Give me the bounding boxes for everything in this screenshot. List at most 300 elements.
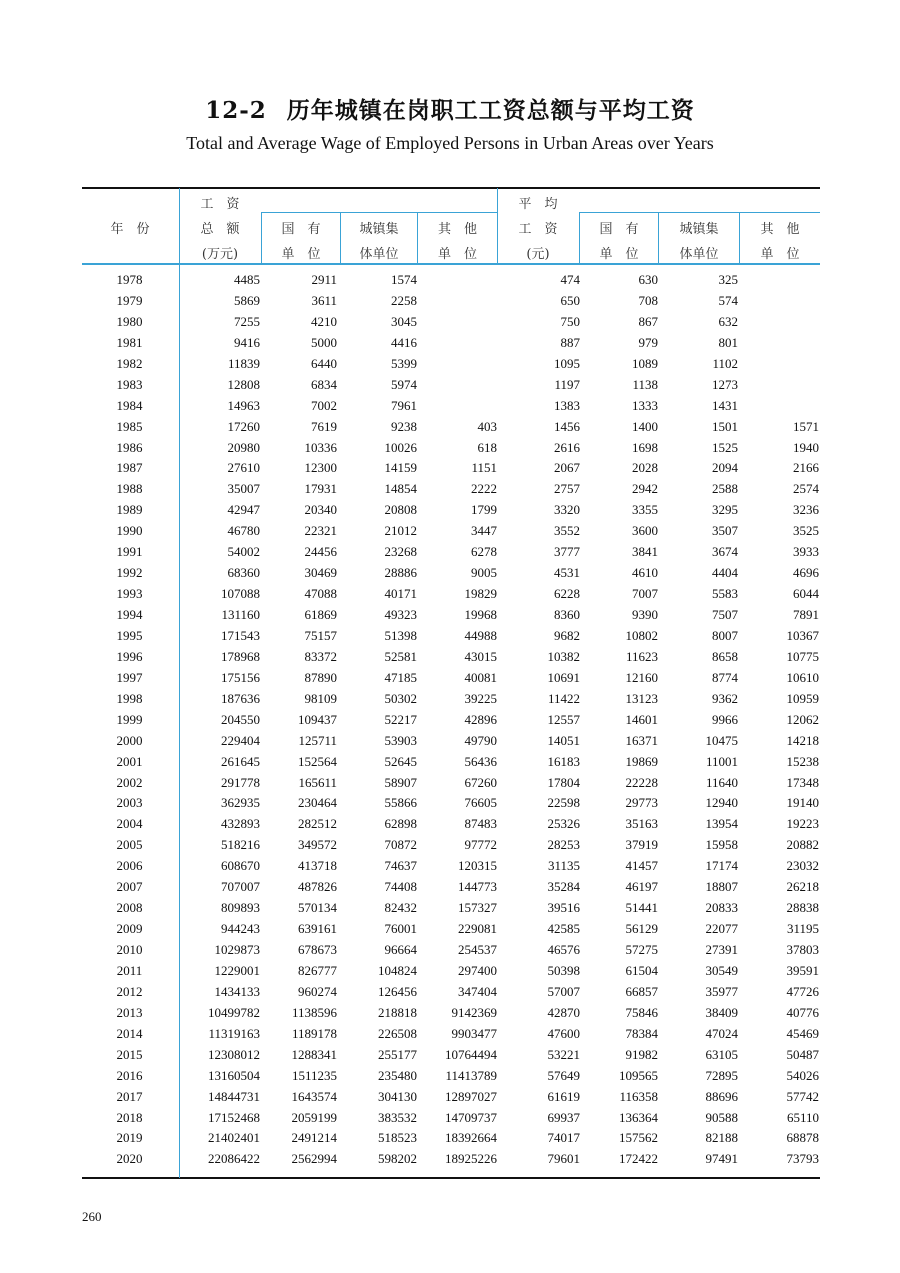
cell-total-wage: 21402401 — [208, 1130, 260, 1146]
cell-avg-urban-collective: 801 — [718, 334, 738, 350]
cell-avg-wage: 22598 — [547, 795, 580, 811]
cell-year: 1987 — [116, 460, 143, 476]
cell-avg-urban-collective: 17174 — [705, 858, 738, 874]
cell-urban-collective-wage: 47185 — [384, 669, 417, 685]
cell-total-wage: 707007 — [221, 879, 260, 895]
cell-urban-collective-wage: 5399 — [391, 355, 417, 371]
cell-total-wage: 13160504 — [208, 1067, 260, 1083]
cell-others-wage: 49790 — [464, 732, 497, 748]
cell-avg-wage: 11422 — [547, 690, 580, 706]
table-row — [82, 479, 820, 500]
cell-others-wage: 1799 — [471, 502, 497, 518]
cell-year: 2019 — [116, 1130, 143, 1146]
cell-state-owned-wage: 349572 — [298, 837, 337, 853]
cell-avg-urban-collective: 4404 — [712, 565, 738, 581]
cell-avg-state-owned: 56129 — [625, 921, 658, 937]
header-state-owned-1: 国 有 — [281, 222, 321, 237]
cell-year: 1996 — [116, 648, 143, 664]
cell-total-wage: 204550 — [221, 711, 260, 727]
cell-avg-state-owned: 35163 — [625, 816, 658, 832]
cell-avg-wage: 74017 — [547, 1130, 580, 1146]
cell-avg-others: 10775 — [786, 648, 819, 664]
cell-avg-wage: 53221 — [547, 1046, 580, 1062]
title-chinese: 历年城镇在岗职工工资总额与平均工资 — [286, 97, 695, 124]
cell-state-owned-wage: 17931 — [304, 481, 337, 497]
cell-avg-wage: 79601 — [547, 1151, 580, 1167]
subheader-rule-left — [261, 212, 497, 213]
cell-others-wage: 6278 — [471, 544, 497, 560]
header-avg-others-1: 其 他 — [760, 222, 800, 237]
cell-urban-collective-wage: 20808 — [384, 502, 417, 518]
table-row — [82, 542, 820, 563]
cell-urban-collective-wage: 96664 — [384, 942, 417, 957]
cell-year: 1983 — [116, 376, 143, 392]
table-row — [82, 961, 820, 982]
cell-avg-state-owned: 61504 — [625, 962, 658, 978]
table-row — [82, 647, 820, 668]
cell-avg-wage: 1095 — [554, 355, 580, 371]
cell-total-wage: 229404 — [221, 732, 260, 748]
cell-avg-others: 10959 — [786, 690, 819, 706]
cell-avg-others: 2166 — [793, 460, 819, 476]
cell-year: 1985 — [116, 418, 143, 434]
cell-avg-state-owned: 4610 — [632, 565, 658, 581]
cell-avg-others: 10610 — [786, 669, 819, 685]
cell-avg-wage: 12557 — [547, 711, 580, 727]
cell-year: 1999 — [116, 711, 143, 727]
cell-avg-state-owned: 1400 — [632, 418, 658, 434]
cell-avg-urban-collective: 7507 — [712, 607, 738, 622]
cell-year: 1980 — [116, 313, 143, 329]
cell-urban-collective-wage: 76001 — [384, 921, 417, 937]
cell-avg-urban-collective: 8658 — [712, 648, 738, 664]
cell-year: 2010 — [116, 942, 143, 957]
cell-avg-state-owned: 75846 — [625, 1004, 658, 1020]
table-row — [82, 919, 820, 940]
cell-avg-wage: 2616 — [554, 439, 580, 455]
cell-others-wage: 18925226 — [445, 1151, 497, 1167]
cell-avg-wage: 1456 — [554, 418, 580, 434]
cell-avg-state-owned: 708 — [638, 292, 658, 308]
cell-avg-others: 23032 — [786, 858, 819, 874]
table-row — [82, 1128, 820, 1149]
cell-avg-urban-collective: 47024 — [705, 1025, 738, 1041]
cell-avg-urban-collective: 11001 — [705, 753, 738, 769]
title-english: Total and Average Wage of Employed Persons in Urban Areas over Years — [186, 133, 714, 153]
cell-avg-wage: 57649 — [547, 1067, 580, 1083]
cell-total-wage: 42947 — [227, 502, 260, 518]
cell-state-owned-wage: 282512 — [298, 816, 337, 832]
cell-avg-wage: 8360 — [554, 607, 580, 622]
cell-state-owned-wage: 10336 — [304, 439, 337, 455]
table-row — [82, 898, 820, 919]
cell-avg-state-owned: 19869 — [625, 753, 658, 769]
cell-avg-others: 47726 — [786, 983, 819, 999]
cell-year: 1998 — [116, 690, 143, 706]
cell-year: 2006 — [116, 858, 143, 874]
page-number: 260 — [82, 1209, 102, 1224]
table-row — [82, 1066, 820, 1087]
cell-avg-state-owned: 46197 — [625, 879, 658, 895]
cell-urban-collective-wage: 74408 — [384, 879, 417, 895]
cell-year: 2005 — [116, 837, 143, 853]
cell-year: 1978 — [116, 272, 143, 287]
cell-avg-others: 39591 — [786, 962, 819, 978]
cell-avg-urban-collective: 1102 — [712, 355, 738, 371]
cell-urban-collective-wage: 14854 — [384, 481, 417, 497]
cell-others-wage: 9142369 — [451, 1004, 497, 1020]
cell-total-wage: 12808 — [227, 376, 260, 392]
cell-avg-state-owned: 11623 — [625, 648, 658, 664]
cell-year: 1986 — [116, 439, 143, 455]
cell-total-wage: 14844731 — [208, 1088, 260, 1104]
cell-avg-state-owned: 2028 — [632, 460, 658, 476]
cell-urban-collective-wage: 104824 — [378, 962, 417, 978]
cell-avg-state-owned: 116358 — [619, 1088, 658, 1104]
header-avg-wage-1: 平 均 — [518, 197, 558, 212]
cell-avg-wage: 750 — [560, 313, 580, 329]
cell-avg-state-owned: 78384 — [625, 1025, 658, 1041]
page-title — [0, 92, 900, 125]
cell-avg-urban-collective: 8007 — [712, 627, 738, 643]
header-state-owned-2: 单 位 — [281, 247, 321, 262]
cell-state-owned-wage: 1511235 — [291, 1067, 337, 1083]
cell-others-wage: 18392664 — [445, 1130, 497, 1146]
cell-total-wage: 131160 — [221, 607, 260, 622]
header-divider-d — [497, 188, 498, 263]
cell-avg-wage: 1197 — [554, 376, 580, 392]
cell-avg-urban-collective: 63105 — [705, 1046, 738, 1062]
cell-others-wage: 3447 — [471, 523, 497, 539]
cell-avg-state-owned: 1138 — [632, 376, 658, 392]
cell-avg-others: 20882 — [786, 837, 819, 853]
table-row — [82, 375, 820, 396]
cell-year: 1988 — [116, 481, 143, 497]
cell-avg-state-owned: 979 — [638, 334, 658, 350]
cell-year: 1979 — [116, 292, 143, 308]
header-total-wage-unit: (万元) — [201, 247, 239, 262]
cell-year: 1989 — [116, 502, 143, 518]
table-row — [82, 982, 820, 1003]
cell-avg-urban-collective: 97491 — [705, 1151, 738, 1167]
cell-avg-urban-collective: 8774 — [712, 669, 738, 685]
cell-total-wage: 68360 — [227, 565, 260, 581]
table-row — [82, 396, 820, 417]
cell-avg-others: 45469 — [786, 1025, 819, 1041]
table-row — [82, 563, 820, 584]
cell-total-wage: 107088 — [221, 586, 260, 602]
table-row — [82, 668, 820, 689]
cell-avg-others: 1571 — [793, 418, 819, 434]
cell-total-wage: 17152468 — [208, 1109, 260, 1125]
cell-total-wage: 17260 — [227, 418, 260, 434]
cell-urban-collective-wage: 23268 — [384, 544, 417, 560]
cell-avg-state-owned: 9390 — [632, 607, 658, 622]
cell-avg-urban-collective: 90588 — [705, 1109, 738, 1125]
header-avg-state-owned-1: 国 有 — [599, 222, 639, 237]
cell-others-wage: 97772 — [464, 837, 497, 853]
table-row — [82, 710, 820, 731]
cell-avg-wage: 14051 — [547, 732, 580, 748]
header-total-wage-2: 总 额 — [200, 222, 240, 237]
cell-avg-urban-collective: 20833 — [705, 900, 738, 916]
cell-avg-state-owned: 29773 — [625, 795, 658, 811]
table-row — [82, 689, 820, 710]
cell-avg-urban-collective: 2588 — [712, 481, 738, 497]
cell-others-wage: 297400 — [458, 962, 497, 978]
header-avg-urban-collective-1: 城镇集 — [679, 222, 719, 237]
cell-avg-wage: 2067 — [554, 460, 580, 476]
cell-urban-collective-wage: 70872 — [384, 837, 417, 853]
cell-avg-wage: 42870 — [547, 1004, 580, 1020]
subheader-rule-right — [579, 212, 820, 213]
cell-avg-wage: 25326 — [547, 816, 580, 832]
cell-avg-wage: 31135 — [547, 858, 580, 874]
cell-urban-collective-wage: 52217 — [384, 711, 417, 727]
cell-year: 2000 — [116, 732, 143, 748]
cell-year: 1981 — [116, 334, 143, 350]
cell-total-wage: 171543 — [221, 627, 260, 643]
cell-state-owned-wage: 152564 — [298, 753, 337, 769]
table-row — [82, 793, 820, 814]
cell-urban-collective-wage: 598202 — [378, 1151, 417, 1167]
cell-avg-wage: 6228 — [554, 586, 580, 602]
cell-others-wage: 347404 — [458, 983, 497, 999]
cell-others-wage: 42896 — [464, 711, 497, 727]
cell-urban-collective-wage: 9238 — [391, 418, 417, 434]
cell-avg-state-owned: 10802 — [625, 627, 658, 643]
cell-avg-urban-collective: 35977 — [705, 983, 738, 999]
cell-state-owned-wage: 75157 — [304, 627, 337, 643]
cell-total-wage: 1434133 — [214, 983, 260, 999]
cell-urban-collective-wage: 304130 — [378, 1088, 417, 1104]
cell-others-wage: 76605 — [464, 795, 497, 811]
header-avg-others-2: 单 位 — [760, 247, 800, 262]
cell-state-owned-wage: 826777 — [298, 962, 337, 978]
cell-state-owned-wage: 4210 — [311, 313, 337, 329]
cell-others-wage: 56436 — [464, 753, 497, 769]
cell-year: 2012 — [116, 983, 143, 999]
cell-avg-urban-collective: 13954 — [705, 816, 738, 832]
cell-avg-others: 3525 — [793, 523, 819, 539]
cell-avg-urban-collective: 2094 — [712, 460, 738, 476]
cell-year: 1997 — [116, 669, 143, 685]
cell-avg-others: 73793 — [786, 1151, 819, 1167]
cell-others-wage: 229081 — [458, 921, 497, 937]
header-avg-state-owned-2: 单 位 — [599, 247, 639, 262]
cell-avg-state-owned: 136364 — [619, 1109, 658, 1125]
cell-avg-state-owned: 14601 — [625, 711, 658, 727]
cell-year: 2020 — [116, 1151, 143, 1167]
cell-state-owned-wage: 2491214 — [291, 1130, 337, 1146]
cell-avg-state-owned: 91982 — [625, 1046, 658, 1062]
cell-avg-urban-collective: 11640 — [705, 774, 738, 790]
header-others-1: 其 他 — [437, 222, 477, 237]
cell-total-wage: 22086422 — [208, 1151, 260, 1167]
cell-avg-state-owned: 1089 — [632, 355, 658, 371]
table-row — [82, 1045, 820, 1066]
cell-state-owned-wage: 30469 — [304, 565, 337, 581]
cell-urban-collective-wage: 218818 — [378, 1004, 417, 1020]
cell-total-wage: 4485 — [234, 272, 260, 287]
cell-others-wage: 9903477 — [451, 1025, 497, 1041]
cell-avg-urban-collective: 22077 — [705, 921, 738, 937]
cell-urban-collective-wage: 51398 — [384, 627, 417, 643]
cell-avg-urban-collective: 1525 — [712, 439, 738, 455]
table-row — [82, 521, 820, 542]
cell-urban-collective-wage: 28886 — [384, 565, 417, 581]
cell-others-wage: 254537 — [458, 942, 497, 957]
cell-avg-others: 31195 — [786, 921, 819, 937]
cell-total-wage: 46780 — [227, 523, 260, 539]
cell-avg-urban-collective: 12940 — [705, 795, 738, 811]
cell-others-wage: 618 — [477, 439, 497, 455]
cell-year: 2001 — [116, 753, 143, 769]
cell-avg-wage: 28253 — [547, 837, 580, 853]
cell-avg-state-owned: 66857 — [625, 983, 658, 999]
table-row — [82, 354, 820, 375]
cell-others-wage: 157327 — [458, 900, 497, 916]
cell-year: 2007 — [116, 879, 143, 895]
cell-others-wage: 39225 — [464, 690, 497, 706]
cell-urban-collective-wage: 40171 — [384, 586, 417, 602]
cell-others-wage: 19968 — [464, 607, 497, 622]
cell-total-wage: 261645 — [221, 753, 260, 769]
header-bottom-rule — [82, 263, 820, 265]
cell-avg-urban-collective: 325 — [718, 272, 738, 287]
cell-avg-others: 26218 — [786, 879, 819, 895]
cell-avg-state-owned: 630 — [638, 272, 658, 287]
cell-urban-collective-wage: 49323 — [384, 607, 417, 622]
cell-avg-wage: 9682 — [554, 627, 580, 643]
cell-year: 2011 — [116, 962, 143, 978]
cell-total-wage: 10499782 — [208, 1004, 260, 1020]
cell-urban-collective-wage: 14159 — [384, 460, 417, 476]
cell-avg-state-owned: 16371 — [625, 732, 658, 748]
cell-avg-state-owned: 3600 — [632, 523, 658, 539]
cell-total-wage: 944243 — [221, 921, 260, 937]
table-row — [82, 626, 820, 647]
cell-total-wage: 7255 — [234, 313, 260, 329]
table-row — [82, 814, 820, 835]
cell-urban-collective-wage: 126456 — [378, 983, 417, 999]
cell-state-owned-wage: 6834 — [311, 376, 337, 392]
cell-avg-others: 17348 — [786, 774, 819, 790]
cell-avg-wage: 61619 — [547, 1088, 580, 1104]
cell-avg-others: 19140 — [786, 795, 819, 811]
cell-avg-others: 54026 — [786, 1067, 819, 1083]
cell-others-wage: 44988 — [464, 627, 497, 643]
cell-state-owned-wage: 125711 — [298, 732, 337, 748]
cell-avg-state-owned: 7007 — [632, 586, 658, 602]
header-urban-collective-1: 城镇集 — [359, 222, 399, 237]
cell-others-wage: 144773 — [458, 879, 497, 895]
cell-urban-collective-wage: 226508 — [378, 1025, 417, 1041]
table-row — [82, 940, 820, 961]
cell-avg-others: 57742 — [786, 1088, 819, 1104]
cell-urban-collective-wage: 1574 — [391, 272, 417, 287]
cell-avg-urban-collective: 5583 — [712, 586, 738, 602]
cell-total-wage: 14963 — [227, 397, 260, 413]
cell-urban-collective-wage: 383532 — [378, 1109, 417, 1125]
table-row — [82, 835, 820, 856]
cell-urban-collective-wage: 52645 — [384, 753, 417, 769]
cell-others-wage: 403 — [477, 418, 497, 434]
cell-state-owned-wage: 165611 — [298, 774, 337, 790]
cell-state-owned-wage: 678673 — [298, 942, 337, 957]
table-row — [82, 1024, 820, 1045]
cell-avg-urban-collective: 3507 — [712, 523, 738, 539]
cell-total-wage: 518216 — [221, 837, 260, 853]
cell-avg-wage: 2757 — [554, 481, 580, 497]
table-row — [82, 312, 820, 333]
cell-avg-wage: 50398 — [547, 962, 580, 978]
cell-state-owned-wage: 1643574 — [291, 1088, 337, 1104]
cell-state-owned-wage: 7002 — [311, 397, 337, 413]
cell-avg-others: 4696 — [793, 565, 819, 581]
cell-avg-state-owned: 41457 — [625, 858, 658, 874]
table-row — [82, 752, 820, 773]
cell-avg-wage: 3320 — [554, 502, 580, 518]
table-row — [82, 438, 820, 459]
cell-state-owned-wage: 61869 — [304, 607, 337, 622]
cell-avg-wage: 1383 — [554, 397, 580, 413]
cell-urban-collective-wage: 50302 — [384, 690, 417, 706]
cell-others-wage: 2222 — [471, 481, 497, 497]
cell-avg-wage: 887 — [560, 334, 580, 350]
table-row — [82, 417, 820, 438]
cell-state-owned-wage: 230464 — [298, 795, 337, 811]
cell-state-owned-wage: 87890 — [304, 669, 337, 685]
table-row — [82, 1087, 820, 1108]
header-avg-urban-collective-2: 体单位 — [679, 247, 719, 262]
cell-avg-wage: 47600 — [547, 1025, 580, 1041]
cell-year: 2003 — [116, 795, 143, 811]
cell-total-wage: 187636 — [221, 690, 260, 706]
table-row — [82, 1108, 820, 1129]
cell-year: 1991 — [116, 544, 143, 560]
cell-avg-urban-collective: 30549 — [705, 962, 738, 978]
cell-total-wage: 1229001 — [214, 962, 260, 978]
cell-total-wage: 175156 — [221, 669, 260, 685]
cell-others-wage: 12897027 — [445, 1088, 497, 1104]
cell-total-wage: 178968 — [221, 648, 260, 664]
cell-avg-others: 12062 — [786, 711, 819, 727]
cell-state-owned-wage: 24456 — [304, 544, 337, 560]
cell-total-wage: 5869 — [234, 292, 260, 308]
table-row — [82, 1149, 820, 1170]
cell-urban-collective-wage: 235480 — [378, 1067, 417, 1083]
header-avg-wage-2: 工 资 — [518, 222, 558, 237]
cell-avg-urban-collective: 27391 — [705, 942, 738, 957]
cell-avg-wage: 42585 — [547, 921, 580, 937]
table-row — [82, 500, 820, 521]
cell-avg-state-owned: 172422 — [619, 1151, 658, 1167]
cell-urban-collective-wage: 55866 — [384, 795, 417, 811]
cell-state-owned-wage: 1288341 — [291, 1046, 337, 1062]
cell-state-owned-wage: 2059199 — [291, 1109, 337, 1125]
cell-year: 2014 — [116, 1025, 143, 1041]
cell-avg-urban-collective: 3674 — [712, 544, 738, 560]
cell-avg-others: 10367 — [786, 627, 819, 643]
cell-state-owned-wage: 413718 — [298, 858, 337, 874]
cell-avg-state-owned: 157562 — [619, 1130, 658, 1146]
cell-avg-others: 19223 — [786, 816, 819, 832]
cell-urban-collective-wage: 4416 — [391, 334, 417, 350]
cell-total-wage: 12308012 — [208, 1046, 260, 1062]
cell-year: 1995 — [116, 627, 143, 643]
cell-urban-collective-wage: 10026 — [384, 439, 417, 455]
